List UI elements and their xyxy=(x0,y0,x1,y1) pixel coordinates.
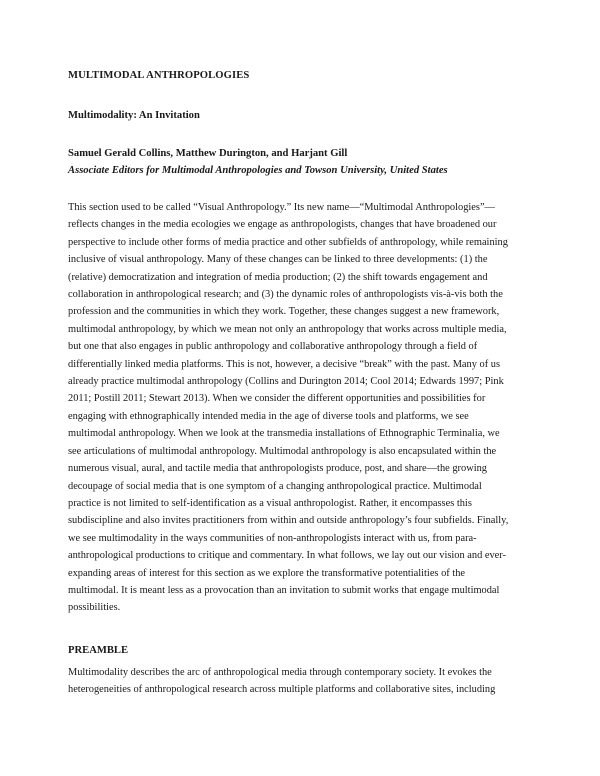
text-line: subdiscipline and also invites practitioners from within and outside anthropology’s four subfields. Finally, xyxy=(68,515,509,527)
text-line: inclusive of visual anthropology. Many of these changes can be linked to three developments: (1) the xyxy=(68,254,488,266)
text-line: profession and the communities in which they work. Together, these changes suggest a new framework, xyxy=(68,306,500,318)
text-line: collaboration in anthropological research; and (3) the dynamic roles of anthropologists vis-à-vis both the xyxy=(68,289,503,301)
text-line: heterogeneities of anthropological research across multiple platforms and collaborative sites, including xyxy=(68,684,496,696)
text-line: multimodal. It is meant less as a provocation than an invitation to submit works that engage multimodal xyxy=(68,584,500,596)
text-line: multimodal anthropology, by which we mean not only an anthropology that works across multiple media, xyxy=(68,323,507,335)
preamble-paragraph xyxy=(68,664,540,699)
text-line: anthropological productions to critique and commentary. In what follows, we lay out our vision and ever- xyxy=(68,550,507,562)
text-line: This section used to be called “Visual Anthropology.” Its new name—“Multimodal Anthropologies”— xyxy=(68,202,495,213)
text-line: see articulations of multimodal anthropology. Multimodal anthropology is also encapsulated within the xyxy=(68,445,497,457)
section-title: MULTIMODAL ANTHROPOLOGIES xyxy=(68,70,250,81)
text-line: multimodal anthropology. When we look at the transmedia installations of Ethnographic Terminalia, we xyxy=(68,428,500,440)
preamble-heading: PREAMBLE xyxy=(68,645,129,656)
text-line: reflects changes in the media ecologies we engage as anthropologists, changes that have broadened our xyxy=(68,219,497,231)
text-line: practice is not limited to self-identification as a visual anthropologist. Rather, it encompasses this xyxy=(68,497,472,509)
text-line: perspective to include other forms of media practice and other subfields of anthropology, while remaining xyxy=(68,236,508,248)
text-line: engaging with ethnographically intended media in the age of diverse tools and platforms, we see xyxy=(68,410,469,422)
intro-paragraph xyxy=(68,199,540,617)
text-line: expanding areas of interest for this section as we explore the transformative potentialities of the xyxy=(68,567,466,579)
text-line: decoupage of social media that is one symptom of a changing anthropological practice. Multimodal xyxy=(68,480,482,492)
author-affiliation: Associate Editors for Multimodal Anthropologies and Towson University, United States xyxy=(68,165,448,176)
text-line: differentially linked media platforms. This is not, however, a decisive “break” with the past. Many of us xyxy=(68,358,501,370)
text-line: but one that also engages in public anthropology and collaborative anthropology through a field of xyxy=(68,341,478,353)
text-line: already practice multimodal anthropology (Collins and Durington 2014; Cool 2014; Edwards 1997; Pink xyxy=(68,376,504,388)
text-line: 2011; Postill 2011; Stewart 2013). When we consider the different opportunities and possibilities for xyxy=(68,393,486,405)
article-title: Multimodality: An Invitation xyxy=(68,110,200,121)
text-line: Multimodality describes the arc of anthropological media through contemporary society. It evokes the xyxy=(68,667,492,678)
text-line: (relative) democratization and integration of media production; (2) the shift towards engagement and xyxy=(68,271,488,283)
text-line: possibilities. xyxy=(68,602,121,614)
text-line: numerous visual, aural, and tactile media that anthropologists produce, post, and share—the growing xyxy=(68,463,487,475)
text-line: we see multimodality in the ways communities of non-anthropologists interact with us, from para- xyxy=(68,532,477,544)
author-list: Samuel Gerald Collins, Matthew Durington, and Harjant Gill xyxy=(68,148,348,159)
